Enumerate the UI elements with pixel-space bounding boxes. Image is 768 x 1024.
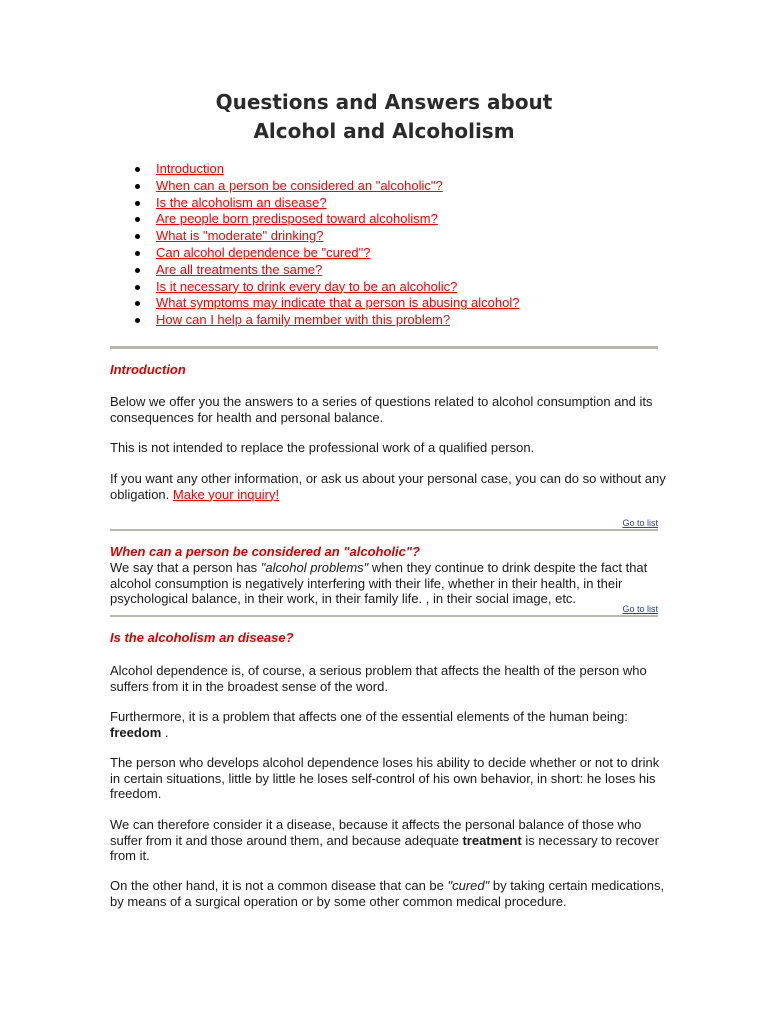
disease-p5-text-a: On the other hand, it is not a common disease that can be: [110, 878, 448, 893]
section-heading-disease: Is the alcoholism an disease?: [110, 630, 294, 645]
section-divider: [110, 615, 658, 617]
disease-paragraph-5: [110, 878, 666, 909]
toc-link-family-help[interactable]: How can I help a family member with this problem?: [156, 312, 451, 328]
toc-link-treatments[interactable]: Are all treatments the same?: [156, 261, 323, 277]
toc-link-predisposed[interactable]: Are people born predisposed toward alcoholism?: [156, 211, 438, 227]
table-of-contents: [135, 161, 519, 329]
title-line-2: Alcohol and Alcoholism: [253, 119, 515, 143]
section-heading-alcoholic: When can a person be considered an "alcoholic"?: [110, 544, 420, 559]
disease-p2-text-a: Furthermore, it is a problem that affects one of the essential elements of the human being:: [110, 709, 628, 724]
toc-item: [135, 245, 519, 262]
intro-paragraph-3: [110, 471, 666, 502]
toc-link-symptoms[interactable]: What symptoms may indicate that a person is abusing alcohol?: [156, 295, 520, 311]
bullet-icon: [135, 285, 140, 290]
disease-p4-text-a: We can therefore consider it a disease, because it affects the personal balance of those who suffer from it and those around them, and because adequate: [110, 817, 642, 848]
disease-p2-text-c: .: [161, 724, 169, 740]
page-title: [0, 88, 768, 146]
alcoholic-text-a: We say that a person has: [110, 560, 261, 575]
bullet-icon: [135, 201, 140, 206]
toc-link-moderate[interactable]: What is "moderate" drinking?: [156, 228, 324, 244]
alcoholic-paragraph-1: [110, 560, 666, 607]
go-to-list-link[interactable]: Go to list: [622, 604, 658, 614]
disease-paragraph-3: The person who develops alcohol dependence loses his ability to decide whether or not to drink in certain situations, little by little he loses self-control of his own behavior, in short: he loses his freedom.: [110, 755, 660, 801]
toc-link-alcoholic[interactable]: When can a person be considered an "alcoholic"?: [156, 177, 443, 193]
bullet-icon: [135, 251, 140, 256]
disease-paragraph-4: [110, 817, 666, 864]
toc-link-introduction[interactable]: Introduction: [156, 161, 224, 176]
disease-p4-text-c: is necessary to recover from it.: [110, 832, 659, 863]
toc-item: [135, 279, 519, 296]
disease-p5-emphasis: "cured": [447, 878, 490, 893]
go-to-list-link[interactable]: Go to list: [622, 518, 658, 528]
alcoholic-text-b: when they continue to drink despite the fact that alcohol consumption is negatively interfering with their life, whether in their health, in their psychological balance, in their work, in their family life. , in their social image, etc.: [110, 560, 648, 606]
toc-item: [135, 161, 519, 178]
toc-link-every-day[interactable]: Is it necessary to drink every day to be an alcoholic?: [156, 278, 458, 294]
disease-p5-text-b: by taking certain medications, by means of a surgical operation or by some other common medical procedure.: [110, 878, 665, 909]
bullet-icon: [135, 167, 140, 172]
disease-paragraph-1: Alcohol dependence is, of course, a serious problem that affects the health of the person who suffers from it in the broadest sense of the word.: [110, 663, 647, 694]
make-inquiry-link[interactable]: Make your inquiry!: [172, 486, 280, 502]
toc-item: [135, 228, 519, 245]
intro-paragraph-3-text: If you want any other information, or ask us about your personal case, you can do so without any obligation.: [110, 471, 666, 502]
toc-item: [135, 178, 519, 195]
section-divider: [110, 346, 658, 349]
section-divider: [110, 529, 658, 531]
toc-item: [135, 211, 519, 228]
go-to-list-container: [622, 518, 658, 529]
bullet-icon: [135, 301, 140, 306]
toc-item: [135, 295, 519, 312]
title-line-1: Questions and Answers about: [215, 90, 553, 114]
section-heading-introduction: Introduction: [110, 362, 186, 377]
disease-paragraph-2: [110, 709, 666, 740]
toc-item: [135, 312, 519, 329]
go-to-list-container: [622, 604, 658, 615]
bullet-icon: [135, 217, 140, 222]
bullet-icon: [135, 184, 140, 189]
intro-paragraph-1: Below we offer you the answers to a series of questions related to alcohol consumption and its consequences for health and personal balance.: [110, 394, 653, 425]
bullet-icon: [135, 318, 140, 323]
toc-item: [135, 195, 519, 212]
bullet-icon: [135, 268, 140, 273]
toc-item: [135, 262, 519, 279]
toc-link-cured[interactable]: Can alcohol dependence be "cured"?: [156, 244, 371, 260]
toc-link-disease[interactable]: Is the alcoholism an disease?: [156, 194, 327, 210]
disease-p4-bold: treatment: [462, 832, 522, 848]
alcoholic-emphasis: "alcohol problems": [260, 560, 369, 575]
disease-p2-bold: freedom: [110, 724, 162, 740]
intro-paragraph-2: This is not intended to replace the professional work of a qualified person.: [110, 440, 535, 455]
bullet-icon: [135, 234, 140, 239]
